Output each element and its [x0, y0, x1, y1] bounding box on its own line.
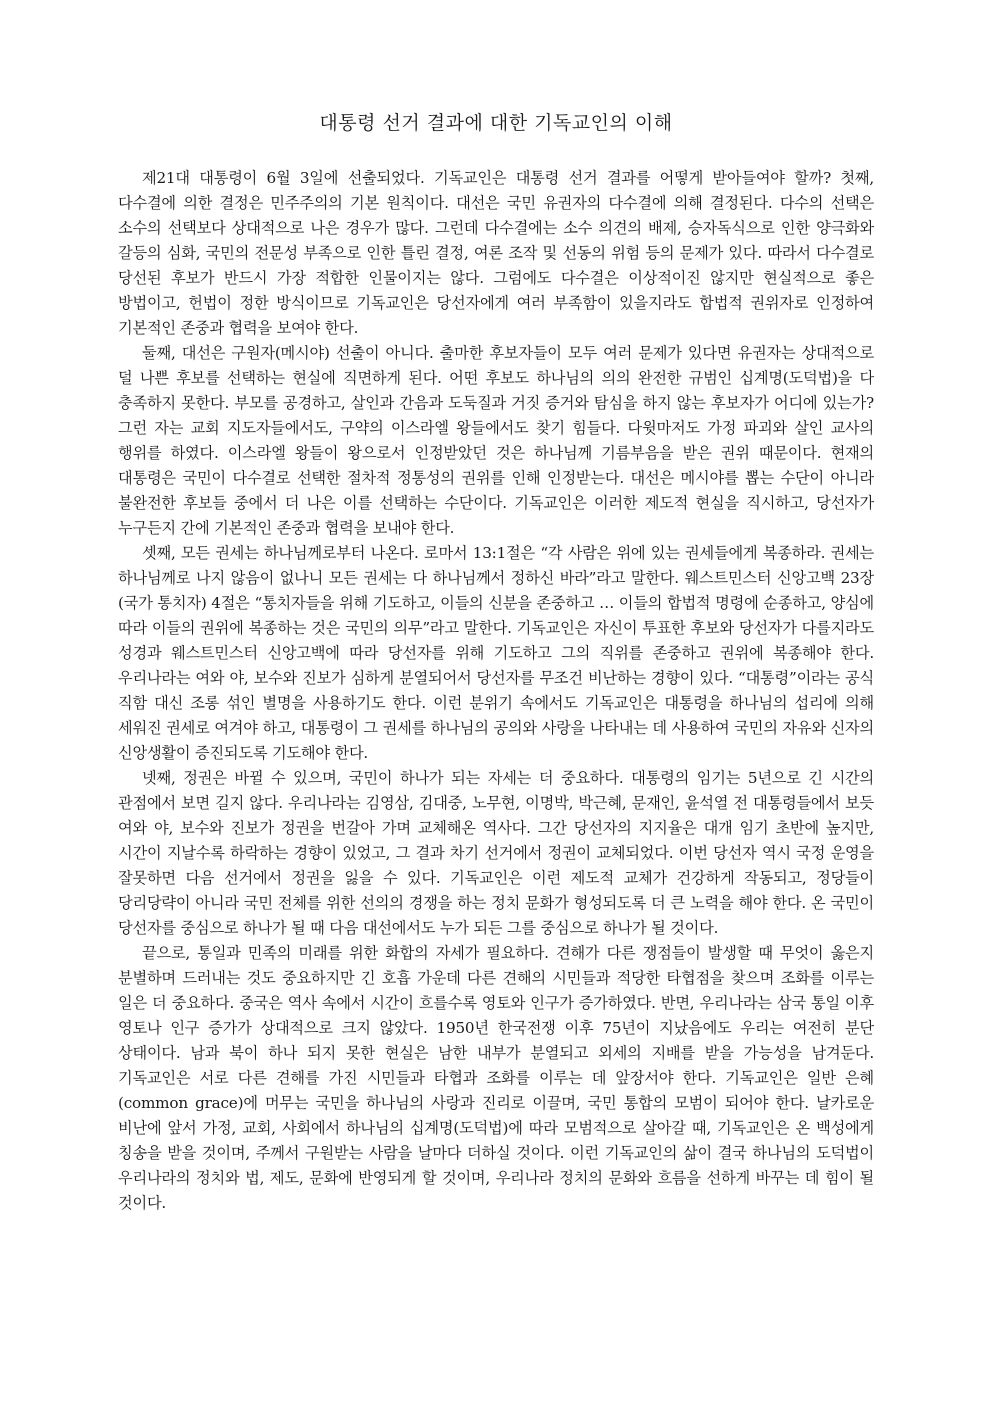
document-page — [118, 108, 874, 1216]
paragraph-5: 끝으로, 통일과 민족의 미래를 위한 화합의 자세가 필요하다. 견해가 다른 쟁점들이 발생할 때 무엇이 옳은지 분별하며 드러내는 것도 중요하지만 긴 호흡 가운데 다른 견해의 시민들과 적당한 타협점을 찾으며 조화를 이루는 일은 더 중요하다. 중국은 역사 속에서 시간이 흐를수록 영토와 인구가 증가하였다. 반면, 우리나라는 삼국 통일 이후 영토나 인구 증가가 상대적으로 크지 않았다. 1950년 한국전쟁 이후 75년이 지났음에도 우리는 여전히 분단 상태이다. 남과 북이 하나 되지 못한 현실은 남한 내부가 분열되고 외세의 지배를 받을 가능성을 남겨둔다. 기독교인은 서로 다른 견해를 가진 시민들과 타협과 조화를 이루는 데 앞장서야 한다. 기독교인은 일반 은혜(common grace)에 머무는 국민을 하나님의 사랑과 진리로 이끌며, 국민 통합의 모범이 되어야 한다. 날카로운 비난에 앞서 가정, 교회, 사회에서 하나님의 십계명(도덕법)에 따라 모범적으로 살아갈 때, 기독교인은 온 백성에게 칭송을 받을 것이며, 주께서 구원받는 사람을 날마다 더하실 것이다. 이런 기독교인의 삶이 결국 하나님의 도덕법이 우리나라의 정치와 법, 제도, 문화에 반영되게 할 것이며, 우리나라 정치의 문화와 흐름을 선하게 바꾸는 데 힘이 될 것이다. — [118, 944, 874, 1212]
paragraph-1: 제21대 대통령이 6월 3일에 선출되었다. 기독교인은 대통령 선거 결과를 어떻게 받아들여야 할까? 첫째, 다수결에 의한 결정은 민주주의의 기본 원칙이다. 대선은 국민 유권자의 다수결에 의해 결정된다. 다수의 선택은 소수의 선택보다 상대적으로 나은 경우가 많다. 그런데 다수결에는 소수 의견의 배제, 승자독식으로 인한 양극화와 갈등의 심화, 국민의 전문성 부족으로 인한 틀린 결정, 여론 조작 및 선동의 위험 등의 문제가 있다. 따라서 다수결로 당선된 후보가 반드시 가장 적합한 인물이지는 않다. 그럼에도 다수결은 이상적이진 않지만 현실적으로 좋은 방법이고, 헌법이 정한 방식이므로 기독교인은 당선자에게 여러 부족함이 있을지라도 합법적 권위자로 인정하여 기본적인 존중과 협력을 보여야 한다. — [118, 169, 874, 337]
document-title: 대통령 선거 결과에 대한 기독교인의 이해 — [319, 112, 673, 134]
paragraph-2: 둘째, 대선은 구원자(메시야) 선출이 아니다. 출마한 후보자들이 모두 여러 문제가 있다면 유권자는 상대적으로 덜 나쁜 후보를 선택하는 현실에 직면하게 된다. 어떤 후보도 하나님의 의의 완전한 규범인 십계명(도덕법)을 다 충족하지 못한다. 부모를 공경하고, 살인과 간음과 도둑질과 거짓 증거와 탐심을 하지 않는 후보자가 어디에 있는가? 그런 자는 교회 지도자들에서도, 구약의 이스라엘 왕들에서도 찾기 힘들다. 다윗마저도 가정 파괴와 살인 교사의 행위를 하였다. 이스라엘 왕들이 왕으로서 인정받았던 것은 하나님께 기름부음을 받은 권위 때문이다. 현재의 대통령은 국민이 다수결로 선택한 절차적 정통성의 권위를 인해 인정받는다. 대선은 메시야를 뽑는 수단이 아니라 불완전한 후보들 중에서 더 나은 이를 선택하는 수단이다. 기독교인은 이러한 제도적 현실을 직시하고, 당선자가 누구든지 간에 기본적인 존중과 협력을 보내야 한다. — [118, 344, 874, 537]
paragraph-4: 넷째, 정권은 바뀔 수 있으며, 국민이 하나가 되는 자세는 더 중요하다. 대통령의 임기는 5년으로 긴 시간의 관점에서 보면 길지 않다. 우리나라는 김영삼, 김대중, 노무현, 이명박, 박근혜, 문재인, 윤석열 전 대통령들에서 보듯 여와 야, 보수와 진보가 정권을 번갈아 가며 교체해온 역사다. 그간 당선자의 지지율은 대개 임기 초반에 높지만, 시간이 지날수록 하락하는 경향이 있었고, 그 결과 차기 선거에서 정권이 교체되었다. 이번 당선자 역시 국정 운영을 잘못하면 다음 선거에서 정권을 잃을 수 있다. 기독교인은 이런 제도적 교체가 건강하게 작동되고, 정당들이 당리당략이 아니라 국민 전체를 위한 선의의 경쟁을 하는 정치 문화가 형성되도록 더 큰 노력을 해야 한다. 온 국민이 당선자를 중심으로 하나가 될 때 다음 대선에서도 누가 되든 그를 중심으로 하나가 될 것이다. — [118, 769, 874, 937]
paragraph-3: 셋째, 모든 권세는 하나님께로부터 나온다. 로마서 13:1절은 “각 사람은 위에 있는 권세들에게 복종하라. 권세는 하나님께로 나지 않음이 없나니 모든 권세는 다 하나님께서 정하신 바라”라고 말한다. 웨스트민스터 신앙고백 23장(국가 통치자) 4절은 “통치자들을 위해 기도하고, 이들의 신분을 존중하고 … 이들의 합법적 명령에 순종하고, 양심에 따라 이들의 권위에 복종하는 것은 국민의 의무”라고 말한다. 기독교인은 자신이 투표한 후보와 당선자가 다를지라도 성경과 웨스트민스터 신앙고백에 따라 당선자를 위해 기도하고 그의 직위를 존중하고 권위에 복종해야 한다. 우리나라는 여와 야, 보수와 진보가 심하게 분열되어서 당선자를 무조건 비난하는 경향이 있다. “대통령”이라는 공식 직함 대신 조롱 섞인 별명을 사용하기도 한다. 이런 분위기 속에서도 기독교인은 대통령을 하나님의 섭리에 의해 세워진 권세로 여겨야 하고, 대통령이 그 권세를 하나님의 공의와 사랑을 나타내는 데 사용하여 국민의 자유와 신자의 신앙생활이 증진되도록 기도해야 한다. — [118, 544, 874, 762]
